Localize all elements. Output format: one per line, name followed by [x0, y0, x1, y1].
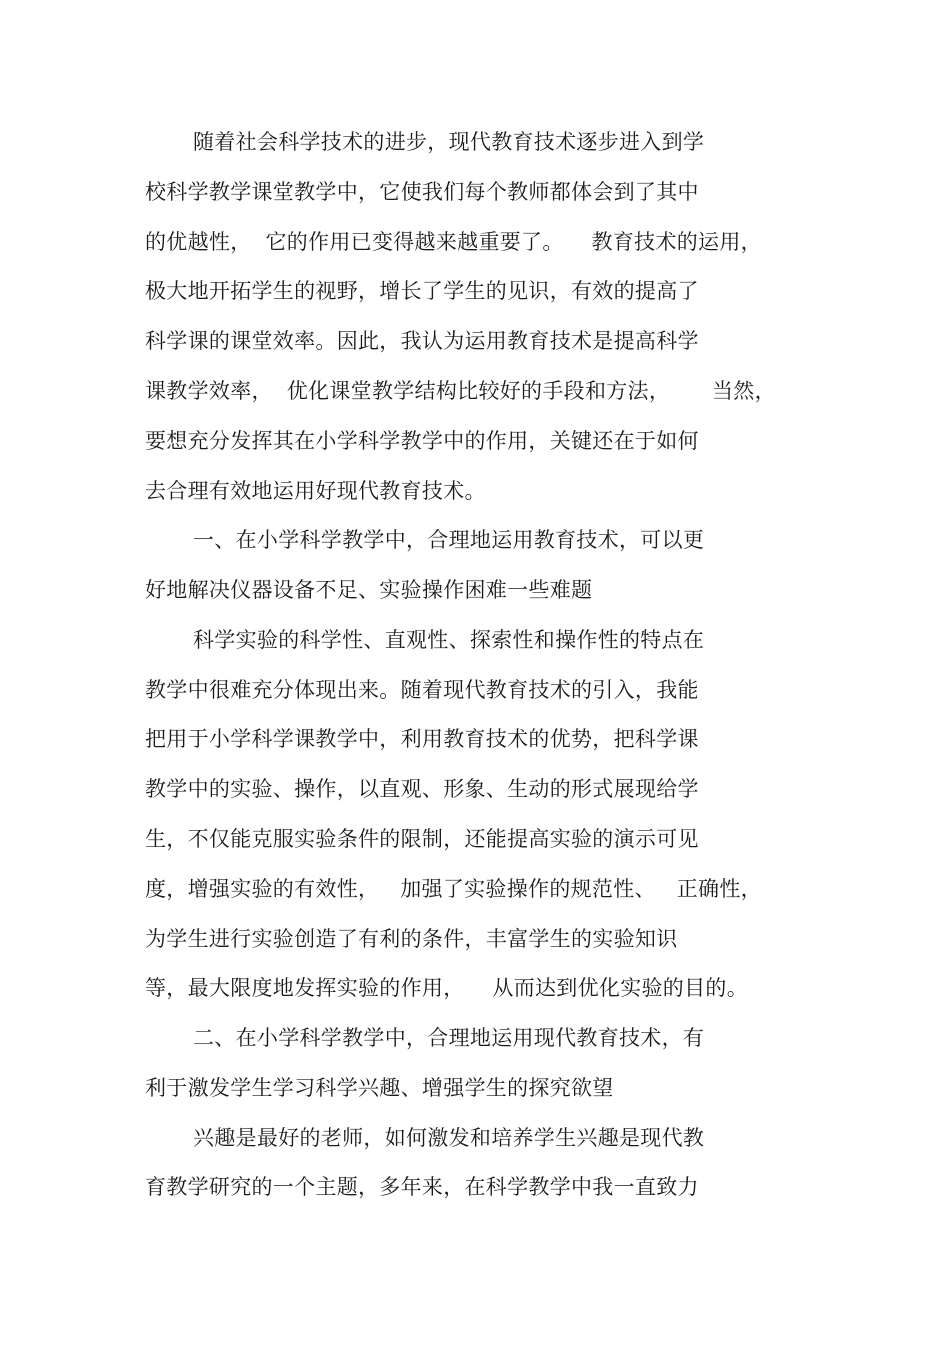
paragraph-2-line-6: 度，增强实验的有效性， 加强了实验操作的规范性、 正确性，: [145, 877, 762, 901]
paragraph-1-line-2: 校科学教学课堂教学中，它使我们每个教师都体会到了其中: [145, 180, 699, 204]
heading-2-line-2: 利于激发学生学习科学兴趣、增强学生的探究欲望: [145, 1076, 614, 1100]
heading-1-line-1: 一、在小学科学教学中，合理地运用教育技术，可以更: [193, 528, 705, 552]
paragraph-2-line-5: 生，不仅能克服实验条件的限制，还能提高实验的演示可见: [145, 827, 699, 851]
paragraph-2-line-1: 科学实验的科学性、直观性、探索性和操作性的特点在: [193, 628, 705, 652]
paragraph-2-line-3: 把用于小学科学课教学中，利用教育技术的优势，把科学课: [145, 727, 699, 751]
paragraph-3-line-1: 兴趣是最好的老师，如何激发和培养学生兴趣是现代教: [193, 1126, 705, 1150]
paragraph-2-line-7: 为学生进行实验创造了有利的条件，丰富学生的实验知识: [145, 927, 678, 951]
paragraph-2-line-4: 教学中的实验、操作，以直观、形象、生动的形式展现给学: [145, 777, 699, 801]
paragraph-2-line-8: 等，最大限度地发挥实验的作用， 从而达到优化实验的目的。: [145, 976, 748, 1000]
paragraph-1-line-6: 课教学效率， 优化课堂教学结构比较好的手段和方法， 当然，: [145, 379, 776, 403]
paragraph-1-line-8: 去合理有效地运用好现代教育技术。: [145, 479, 486, 503]
paragraph-1-line-5: 科学课的课堂效率。因此，我认为运用教育技术是提高科学: [145, 329, 699, 353]
paragraph-3-line-2: 育教学研究的一个主题，多年来，在科学教学中我一直致力: [145, 1175, 699, 1199]
heading-2-line-1: 二、在小学科学教学中，合理地运用现代教育技术，有: [193, 1026, 705, 1050]
paragraph-1-line-7: 要想充分发挥其在小学科学教学中的作用，关键还在于如何: [145, 429, 699, 453]
paragraph-1-line-4: 极大地开拓学生的视野，增长了学生的见识，有效的提高了: [145, 279, 699, 303]
heading-1-line-2: 好地解决仪器设备不足、实验操作困难一些难题: [145, 578, 593, 602]
paragraph-2-line-2: 教学中很难充分体现出来。随着现代教育技术的引入，我能: [145, 678, 699, 702]
paragraph-1-line-3: 的优越性， 它的作用已变得越来越重要了。 教育技术的运用，: [145, 230, 762, 254]
paragraph-1-line-1: 随着社会科学技术的进步，现代教育技术逐步进入到学: [193, 130, 705, 154]
